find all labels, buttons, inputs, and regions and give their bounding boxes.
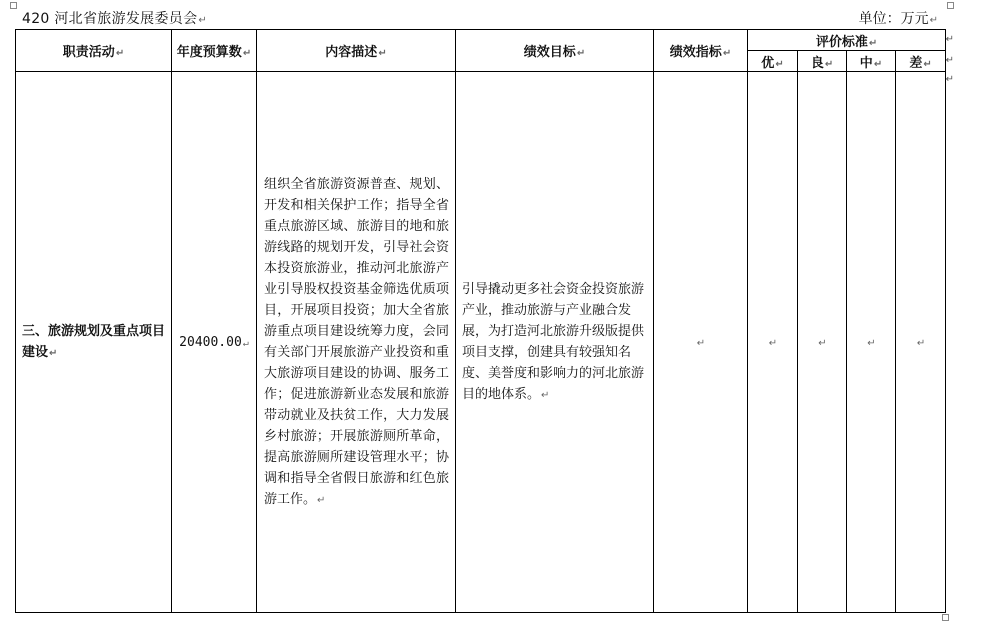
column-header-criteria: 评价标准↵: [748, 30, 946, 51]
text-boundary-mark: [10, 2, 17, 9]
text-boundary-mark: [947, 2, 954, 9]
column-header-budget: 年度预算数↵: [172, 30, 257, 72]
table-header-row: [16, 30, 946, 51]
paragraph-mark: ↵: [929, 15, 938, 26]
cell-excellent: ↵: [748, 72, 798, 613]
table-row: [16, 72, 946, 613]
column-header-activity: 职责活动↵: [16, 30, 172, 72]
unit-label: [859, 8, 938, 28]
row-end-mark: ↵: [945, 34, 954, 45]
organization-title-text: 420 河北省旅游发展委员会: [22, 11, 198, 27]
cell-good: ↵: [798, 72, 847, 613]
organization-title: [22, 8, 207, 28]
column-header-medium: 中↵: [847, 51, 896, 72]
column-header-indicator: 绩效指标↵: [654, 30, 748, 72]
cell-description: 组织全省旅游资源普查、规划、开发和相关保护工作；指导全省重点旅游区域、旅游目的地和旅游线路的规划开发，引导社会资本投资旅游业，推动河北旅游产业引导股权投资基金筛选优质项目，开展项目投资；加大全省旅游重点项目建设统筹力度，会同有关部门开展旅游产业投资和重大旅游项目建设的协调、服务工作；促进旅游新业态发展和旅游带动就业及扶贫工作，大力发展乡村旅游；开展旅游厕所革命，提高旅游厕所建设管理水平；协调和指导全省假日旅游和红色旅游工作。↵: [257, 72, 456, 613]
cell-poor: ↵: [896, 72, 946, 613]
paragraph-mark: ↵: [198, 15, 208, 26]
column-header-target: 绩效目标↵: [456, 30, 654, 72]
row-end-mark: ↵: [945, 74, 954, 85]
cell-target: 引导撬动更多社会资金投资旅游产业，推动旅游与产业融合发展，为打造河北旅游升级版提供项目支撑，创建具有较强知名度、美誉度和影响力的河北旅游目的地体系。↵: [456, 72, 654, 613]
row-end-mark: ↵: [945, 55, 954, 66]
unit-label-text: 单位：万元: [858, 11, 929, 27]
cell-indicator: ↵: [654, 72, 748, 613]
column-header-good: 良↵: [798, 51, 847, 72]
column-header-poor: 差↵: [896, 51, 946, 72]
text-boundary-mark: [942, 614, 949, 621]
performance-table: [15, 29, 946, 613]
document-header: [0, 0, 984, 28]
cell-medium: ↵: [847, 72, 896, 613]
column-header-excellent: 优↵: [748, 51, 798, 72]
cell-budget: 20400.00↵: [172, 72, 257, 613]
column-header-description: 内容描述↵: [257, 30, 456, 72]
cell-activity: 三、旅游规划及重点项目建设↵: [16, 72, 172, 613]
